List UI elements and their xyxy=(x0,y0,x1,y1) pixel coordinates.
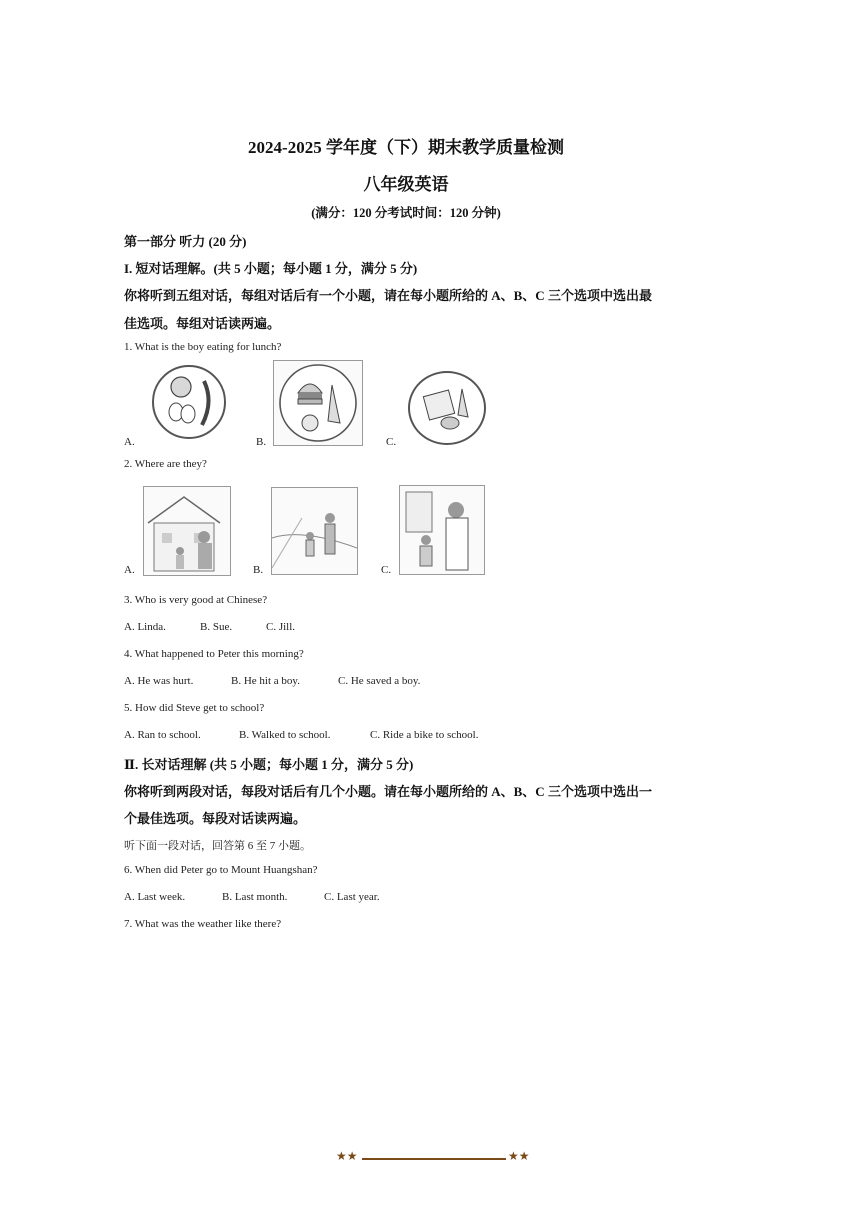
section1-instructions-1: 你将听到五组对话，每组对话后有一个小题，请在每小题所给的 A、B、C 三个选项中选出最 xyxy=(124,288,652,303)
question-1: 1. What is the boy eating for lunch? xyxy=(124,341,282,353)
part1-heading: 第一部分 听力 (20 分) xyxy=(124,234,247,249)
q6-option-b: B. Last month. xyxy=(222,891,288,903)
plate-burger-carrots-image xyxy=(273,360,363,446)
section2-instructions-1: 你将听到两段对话，每段对话后有几个小题。请在每小题所给的 A、B、C 三个选项中选出一 xyxy=(124,784,652,799)
q3-option-b: B. Sue. xyxy=(200,621,233,633)
q3-option-a: A. Linda. xyxy=(124,621,166,633)
question-4: 4. What happened to Peter this morning? xyxy=(124,648,304,660)
house-scene-image xyxy=(143,486,231,576)
section1-heading: I. 短对话理解。(共 5 小题；每小题 1 分，满分 5 分) xyxy=(124,261,418,276)
question-2: 2. Where are they? xyxy=(124,458,207,470)
q5-option-a: A. Ran to school. xyxy=(124,729,201,741)
q5-option-c: C. Ride a bike to school. xyxy=(370,729,479,741)
question-7: 7. What was the weather like there? xyxy=(124,918,282,930)
question-6: 6. When did Peter go to Mount Huangshan? xyxy=(124,864,318,876)
exam-title: 2024-2025 学年度（下）期末教学质量检测 xyxy=(248,138,564,157)
q1-option-a-label: A. xyxy=(124,436,135,448)
q2-option-c-label: C. xyxy=(381,564,392,576)
footer-line xyxy=(362,1158,506,1160)
q4-option-b: B. He hit a boy. xyxy=(231,675,300,687)
exam-note: (满分：120 分考试时间：120 分钟) xyxy=(311,206,501,220)
q1-option-c-label: C. xyxy=(386,436,397,448)
park-scene-image xyxy=(271,487,358,575)
q6-option-a: A. Last week. xyxy=(124,891,186,903)
section2-instructions-2: 个最佳选项。每段对话读两遍。 xyxy=(124,811,307,826)
exam-subtitle: 八年级英语 xyxy=(363,175,449,194)
q5-options xyxy=(124,729,478,741)
section2-intro: 听下面一段对话，回答第 6 至 7 小题。 xyxy=(124,840,311,852)
q5-option-b: B. Walked to school. xyxy=(239,729,331,741)
q4-options xyxy=(124,675,420,687)
q2-option-b-label: B. xyxy=(253,564,264,576)
q3-option-c: C. Jill. xyxy=(266,621,296,633)
question-3: 3. Who is very good at Chinese? xyxy=(124,594,268,606)
q4-option-a: A. He was hurt. xyxy=(124,675,194,687)
section1-instructions-2: 佳选项。每组对话读两遍。 xyxy=(124,316,281,331)
q2-option-a-label: A. xyxy=(124,564,135,576)
q6-option-c: C. Last year. xyxy=(324,891,380,903)
footer-divider xyxy=(336,1151,532,1167)
q3-options xyxy=(124,621,295,633)
plate-sandwich-chicken-image xyxy=(408,371,486,445)
q1-option-b-label: B. xyxy=(256,436,267,448)
question-5: 5. How did Steve get to school? xyxy=(124,702,265,714)
q6-options xyxy=(124,891,380,903)
footer-stars-right: ★★ xyxy=(508,1149,530,1163)
q4-option-c: C. He saved a boy. xyxy=(338,675,421,687)
section2-heading: Ⅱ. 长对话理解 (共 5 小题；每小题 1 分，满分 5 分) xyxy=(124,757,414,772)
footer-stars-left: ★★ xyxy=(336,1149,358,1163)
hospital-scene-image xyxy=(399,485,485,575)
plate-fruit-eggs-image xyxy=(152,365,226,439)
